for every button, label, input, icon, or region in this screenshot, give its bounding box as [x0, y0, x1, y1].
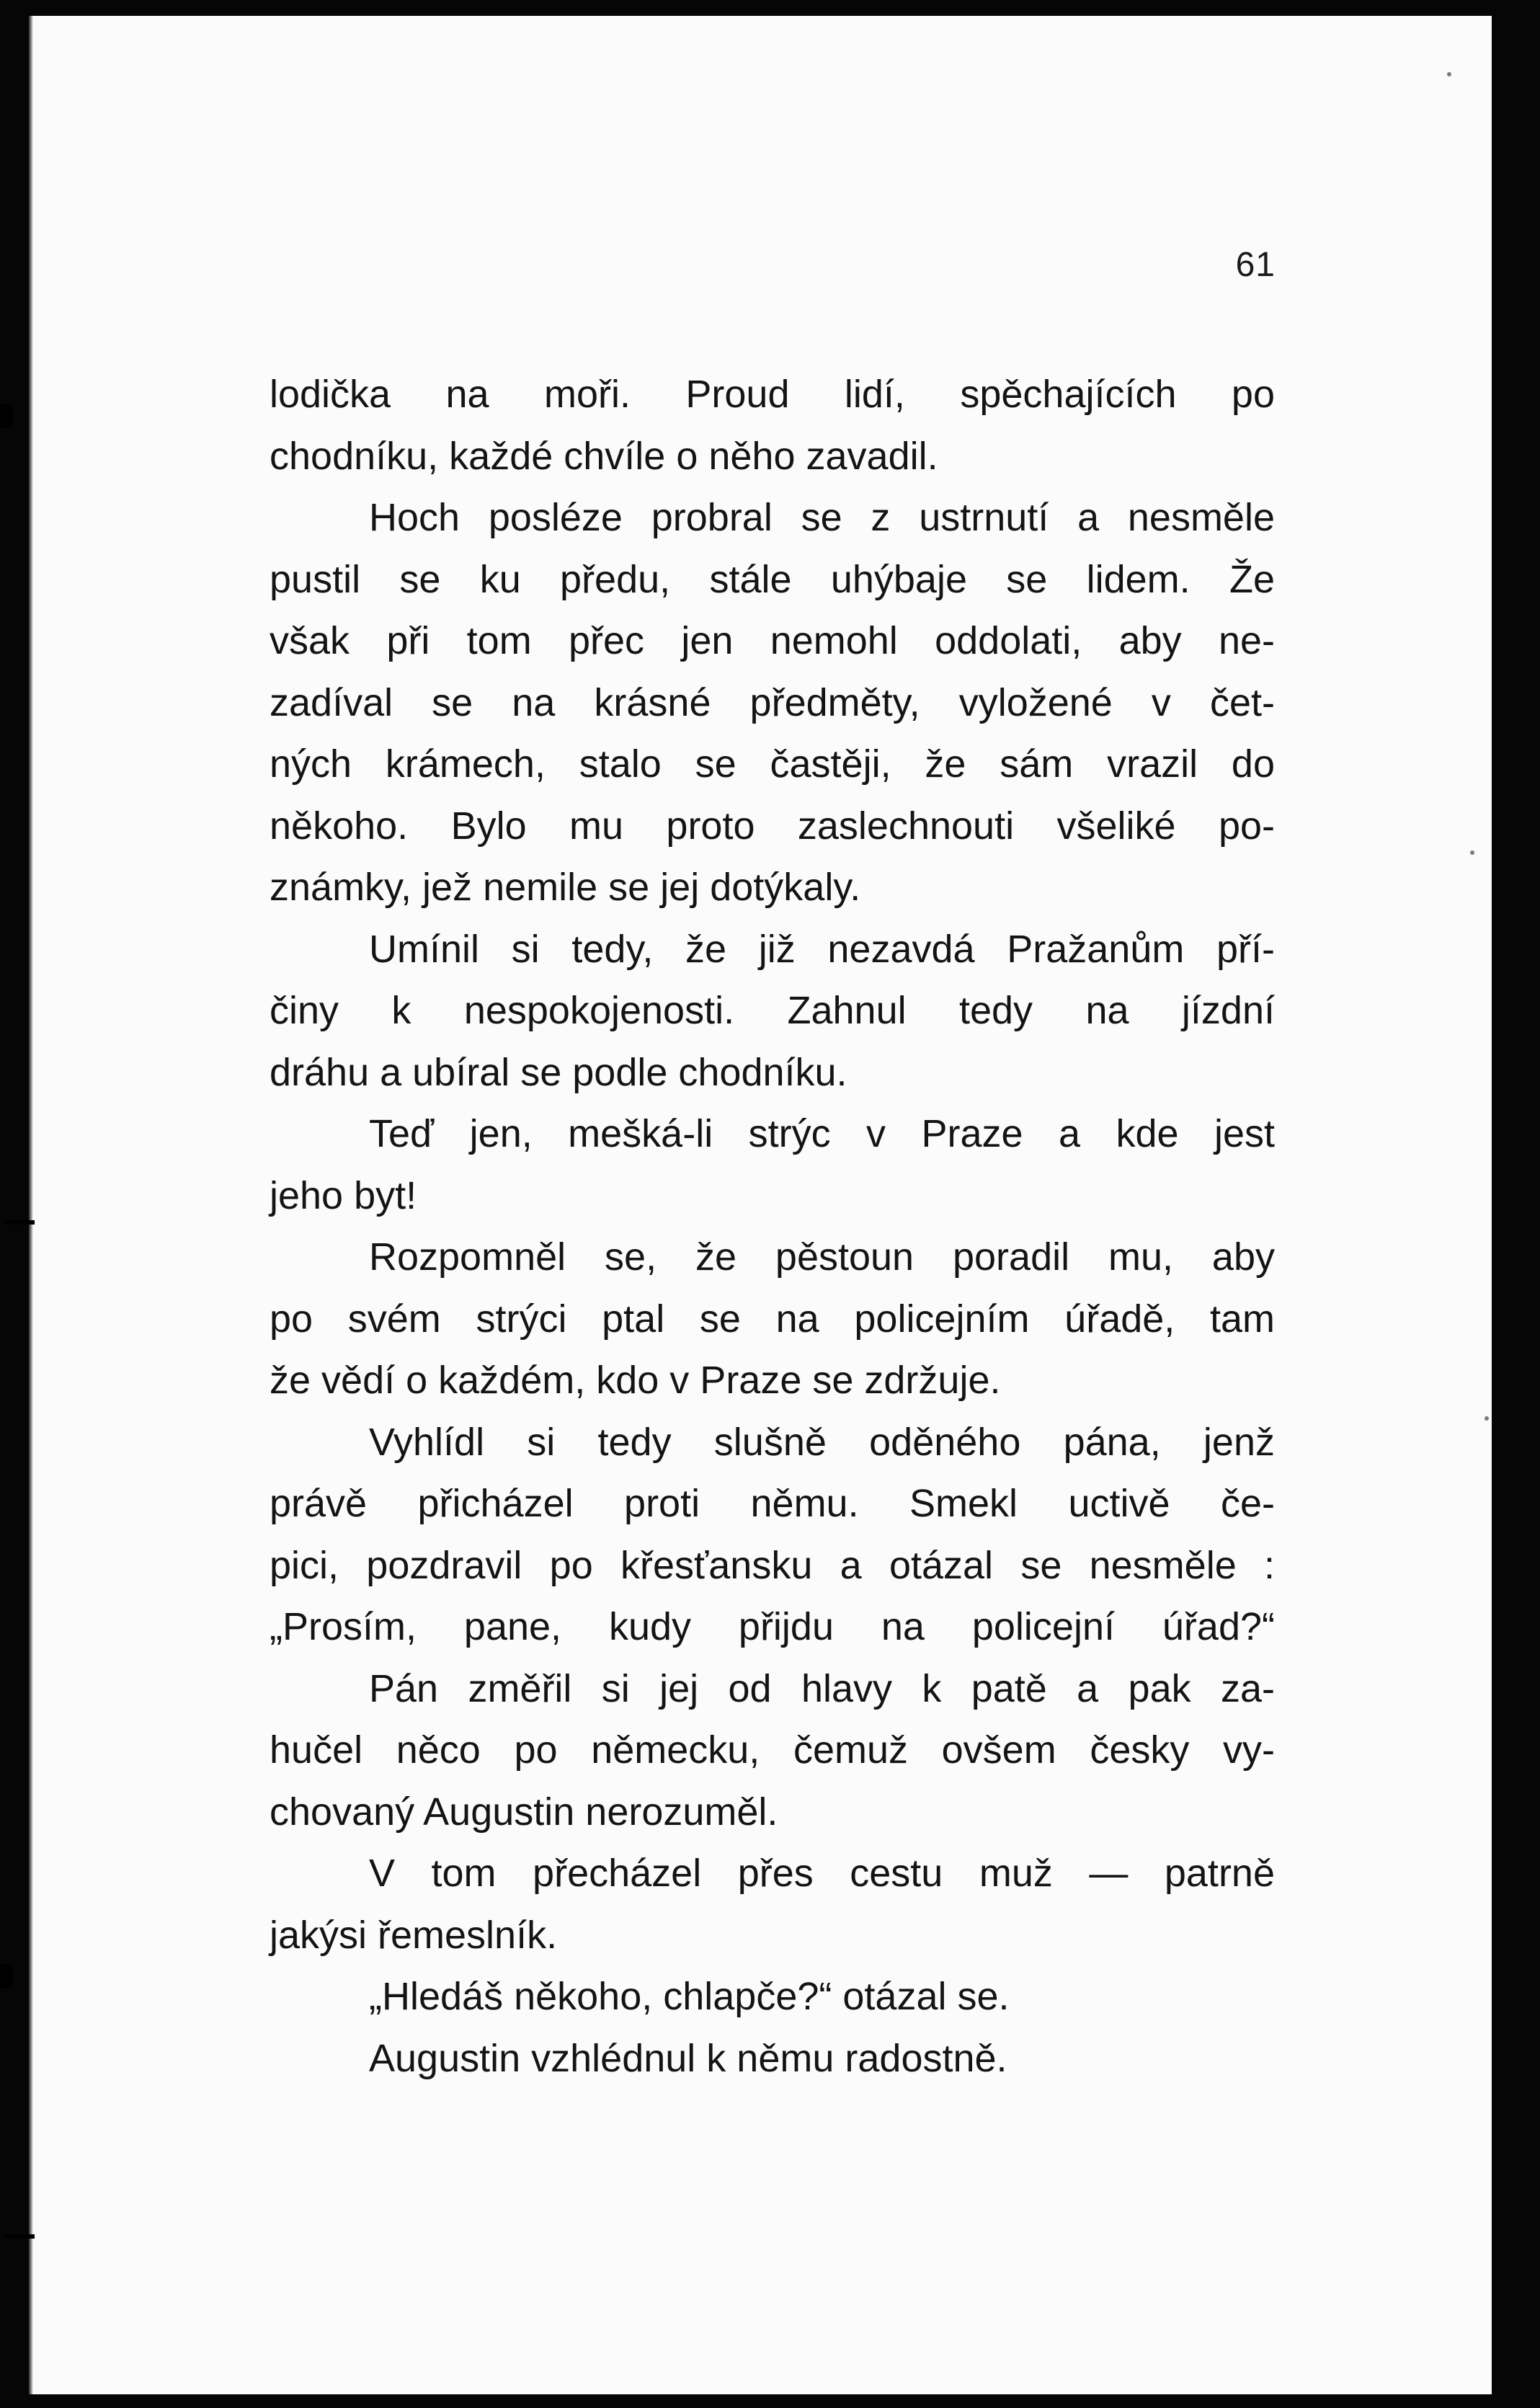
text-line: Umínil si tedy, že již nezavdá Pražanům pří-	[369, 927, 1275, 971]
scan-speck	[1470, 850, 1474, 855]
text-line: lodička na moři. Proud lidí, spěchajících po	[270, 373, 1275, 416]
text-line: Teď jen, mešká-li strýc v Praze a kde jest	[369, 1112, 1275, 1155]
text-line: právě přicházel proti němu. Smekl uctivě če-	[270, 1482, 1275, 1525]
text-line: V tom přecházel přes cestu muž — patrně	[369, 1852, 1275, 1895]
scan-edge-mark	[0, 404, 13, 428]
text-line: po svém strýci ptal se na policejním úřadě, tam	[270, 1297, 1275, 1341]
page-binding-edge	[29, 16, 33, 2394]
text-line: chovaný Augustin nerozuměl.	[270, 1790, 778, 1834]
text-line: Augustin vzhlédnul k němu radostně.	[369, 2036, 1007, 2080]
scan-edge-mark	[4, 2234, 35, 2239]
page-number: 61	[1235, 246, 1276, 284]
scan-edge-mark	[0, 1964, 13, 1989]
text-line: „Hledáš někoho, chlapče?“ otázal se.	[369, 1975, 1010, 2018]
text-line: jeho byt!	[270, 1173, 417, 1217]
text-line: někoho. Bylo mu proto zaslechnouti všeliké po-	[270, 804, 1275, 848]
text-line: „Prosím, pane, kudy přijdu na policejní úřad?“	[270, 1605, 1275, 1648]
text-line: jakýsi řemeslník.	[270, 1913, 558, 1957]
scan-edge-mark	[4, 1220, 35, 1225]
text-line: Vyhlídl si tedy slušně oděného pána, jenž	[369, 1420, 1275, 1464]
text-line: chodníku, každé chvíle o něho zavadil.	[270, 434, 938, 478]
text-line: ných krámech, stalo se častěji, že sám vrazil do	[270, 742, 1275, 786]
text-line: Pán změřil si jej od hlavy k patě a pak za-	[369, 1666, 1275, 1710]
text-line: činy k nespokojenosti. Zahnul tedy na jízdní	[270, 989, 1275, 1032]
text-line: známky, jež nemile se jej dotýkaly.	[270, 866, 861, 909]
body-text	[270, 364, 1275, 2089]
text-line: zadíval se na krásné předměty, vyložené v čet-	[270, 680, 1275, 724]
scan-speck	[1447, 72, 1451, 76]
text-line: pici, pozdravil po křesťansku a otázal se nesměle :	[270, 1543, 1275, 1587]
text-line: však při tom přec jen nemohl oddolati, aby ne-	[270, 619, 1275, 662]
text-line: Hoch posléze probral se z ustrnutí a nesměle	[369, 496, 1275, 539]
text-line: hučel něco po německu, čemuž ovšem česky vy-	[270, 1728, 1275, 1772]
text-line: dráhu a ubíral se podle chodníku.	[270, 1050, 847, 1094]
scan-speck	[1485, 1416, 1489, 1421]
text-line: Rozpomněl se, že pěstoun poradil mu, aby	[369, 1235, 1275, 1279]
text-line: že vědí o každém, kdo v Praze se zdržuje.	[270, 1359, 1001, 1402]
text-line: pustil se ku předu, stále uhýbaje se lidem. Že	[270, 557, 1275, 601]
